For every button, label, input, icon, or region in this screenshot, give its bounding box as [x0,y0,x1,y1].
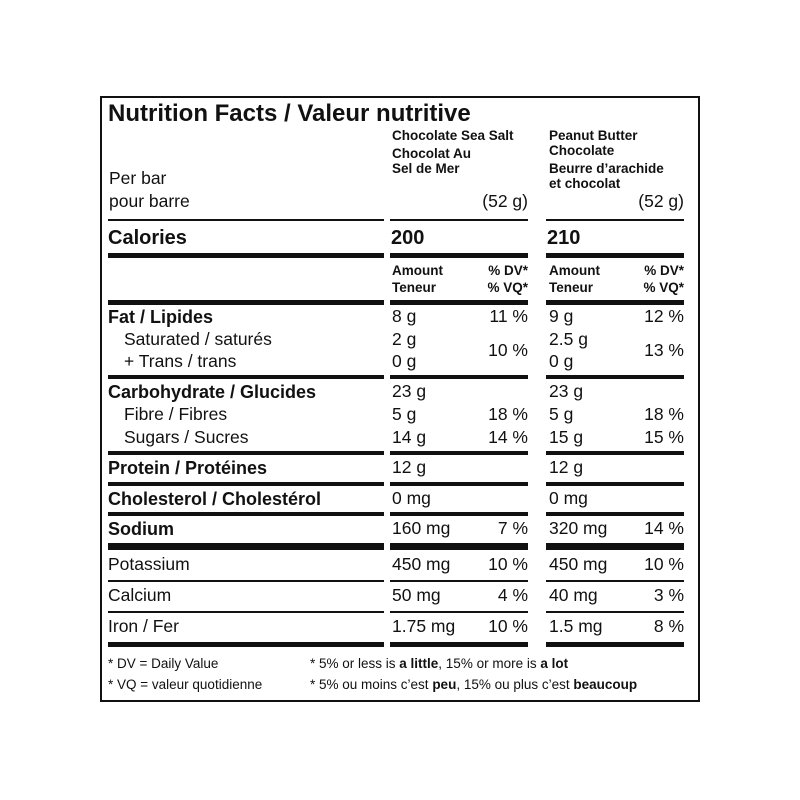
footnote-fr-peu: peu [432,677,457,692]
saturated-trans-p1-dv: 10 % [488,340,528,360]
divider-thick [108,300,384,305]
product1-teneur-header: Teneur [392,280,437,295]
footnote-scale-en [310,657,568,671]
fibre-p1-dv: 18 % [488,404,528,424]
product2-size: (52 g) [638,191,684,211]
fat-p2-amount: 9 g [549,306,574,326]
product2-calories: 210 [547,227,581,249]
divider-thick [108,253,384,258]
product1-name-en: Chocolate Sea Salt [392,128,514,143]
divider-medium [108,375,384,379]
fibre-p1-amount: 5 g [392,404,417,424]
sodium-p1-dv: 7 % [497,518,528,538]
trans-p1-amount: 0 g [392,351,417,371]
carbohydrate-label: Carbohydrate / Glucides [108,382,317,402]
footnote-dv: * DV = Daily Value [108,656,219,671]
iron-label: Iron / Fer [108,616,179,636]
saturated-label: Saturated / saturés [124,329,272,349]
fat-p2-dv: 12 % [644,306,684,326]
divider-thick [546,300,684,305]
divider-thick [390,543,528,550]
saturated-p2-amount: 2.5 g [549,329,588,349]
iron-p1-amount: 1.75 mg [392,616,456,636]
divider-thin [390,219,528,221]
product2-name-en-1: Peanut Butter [549,128,638,143]
product1-calories: 200 [391,227,425,249]
sodium-p2-dv: 14 % [644,518,684,538]
potassium-label: Potassium [108,554,190,574]
divider-thick [390,253,528,258]
trans-label: + Trans / trans [124,351,237,371]
fat-label: Fat / Lipides [108,307,214,327]
product1-name-fr-2: Sel de Mer [392,161,460,176]
product2-dv-header: % DV* [644,263,684,278]
divider-thin [546,219,684,221]
fibre-p2-amount: 5 g [549,404,574,424]
footnote-en-mid: , 15% or more is [438,656,541,671]
divider-medium [390,512,528,516]
product1-size: (52 g) [482,191,528,211]
carbohydrate-p1-amount: 23 g [392,381,427,401]
divider-thin [546,611,684,613]
divider-thick [108,642,384,647]
cholesterol-p2-amount: 0 mg [549,488,588,508]
product1-amount-header: Amount [392,263,443,278]
calcium-p2-dv: 3 % [653,585,684,605]
divider-thick [546,253,684,258]
sodium-p1-amount: 160 mg [392,518,451,538]
divider-thin [390,580,528,582]
divider-medium [390,482,528,486]
sugars-p2-dv: 15 % [644,427,684,447]
divider-thin [108,611,384,613]
footnote-scale-fr [310,678,637,692]
product1-dv-header: % DV* [488,263,528,278]
calcium-p1-amount: 50 mg [392,585,441,605]
divider-medium [546,375,684,379]
serving-line-fr: pour barre [109,191,190,211]
divider-medium [108,482,384,486]
footnote-fr-pre: * 5% ou moins c’est [310,677,433,692]
potassium-p1-amount: 450 mg [392,554,451,574]
divider-medium [390,451,528,455]
cholesterol-label: Cholesterol / Cholestérol [108,489,322,509]
protein-label: Protein / Protéines [108,458,268,478]
divider-medium [546,512,684,516]
divider-thick [546,543,684,550]
footnote-fr-mid: , 15% ou plus c’est [456,677,574,692]
footnote-en-little: a little [399,656,439,671]
fibre-label: Fibre / Fibres [124,404,228,424]
divider-thin [108,580,384,582]
sugars-label: Sugars / Sucres [124,427,249,447]
sodium-label: Sodium [108,519,174,539]
sugars-p1-amount: 14 g [392,427,427,447]
potassium-p1-dv: 10 % [488,554,528,574]
saturated-p1-amount: 2 g [392,329,417,349]
sodium-p2-amount: 320 mg [549,518,608,538]
potassium-p2-dv: 10 % [644,554,684,574]
divider-medium [108,451,384,455]
divider-thick [390,642,528,647]
divider-thin [108,219,384,221]
serving-line-en: Per bar [109,168,167,188]
divider-medium [546,451,684,455]
trans-p2-amount: 0 g [549,351,574,371]
divider-thick [108,543,384,550]
protein-p1-amount: 12 g [392,457,427,477]
divider-medium [390,375,528,379]
footnote-vq: * VQ = valeur quotidienne [108,677,263,692]
fat-p1-dv: 11 % [489,306,528,326]
protein-p2-amount: 12 g [549,457,584,477]
divider-thin [546,580,684,582]
iron-p1-dv: 10 % [488,616,528,636]
divider-medium [546,482,684,486]
divider-thick [390,300,528,305]
product2-name-fr-2: et chocolat [549,176,621,191]
potassium-p2-amount: 450 mg [549,554,608,574]
footnote-en-pre: * 5% or less is [310,656,400,671]
carbohydrate-p2-amount: 23 g [549,381,584,401]
product2-teneur-header: Teneur [549,280,594,295]
divider-medium [108,512,384,516]
sugars-p1-dv: 14 % [488,427,528,447]
product2-name-en-2: Chocolate [549,143,615,158]
footnote-fr-beaucoup: beaucoup [573,677,638,692]
fibre-p2-dv: 18 % [644,404,684,424]
saturated-trans-p2-dv: 13 % [644,340,684,360]
iron-p2-dv: 8 % [653,616,684,636]
divider-thin [390,611,528,613]
product1-name-fr-1: Chocolat Au [392,146,471,161]
calcium-p1-dv: 4 % [497,585,528,605]
calcium-p2-amount: 40 mg [549,585,598,605]
product2-name-fr-1: Beurre d’arachide [549,161,664,176]
product2-amount-header: Amount [549,263,600,278]
product1-vq-header: % VQ* [487,280,528,295]
cholesterol-p1-amount: 0 mg [392,488,431,508]
calories-label: Calories [108,227,187,249]
product2-vq-header: % VQ* [643,280,684,295]
iron-p2-amount: 1.5 mg [549,616,603,636]
panel-title: Nutrition Facts / Valeur nutritive [108,100,471,127]
divider-thick [546,642,684,647]
sugars-p2-amount: 15 g [549,427,584,447]
footnote-en-lot: a lot [540,656,569,671]
calcium-label: Calcium [108,585,172,605]
fat-p1-amount: 8 g [392,306,417,326]
